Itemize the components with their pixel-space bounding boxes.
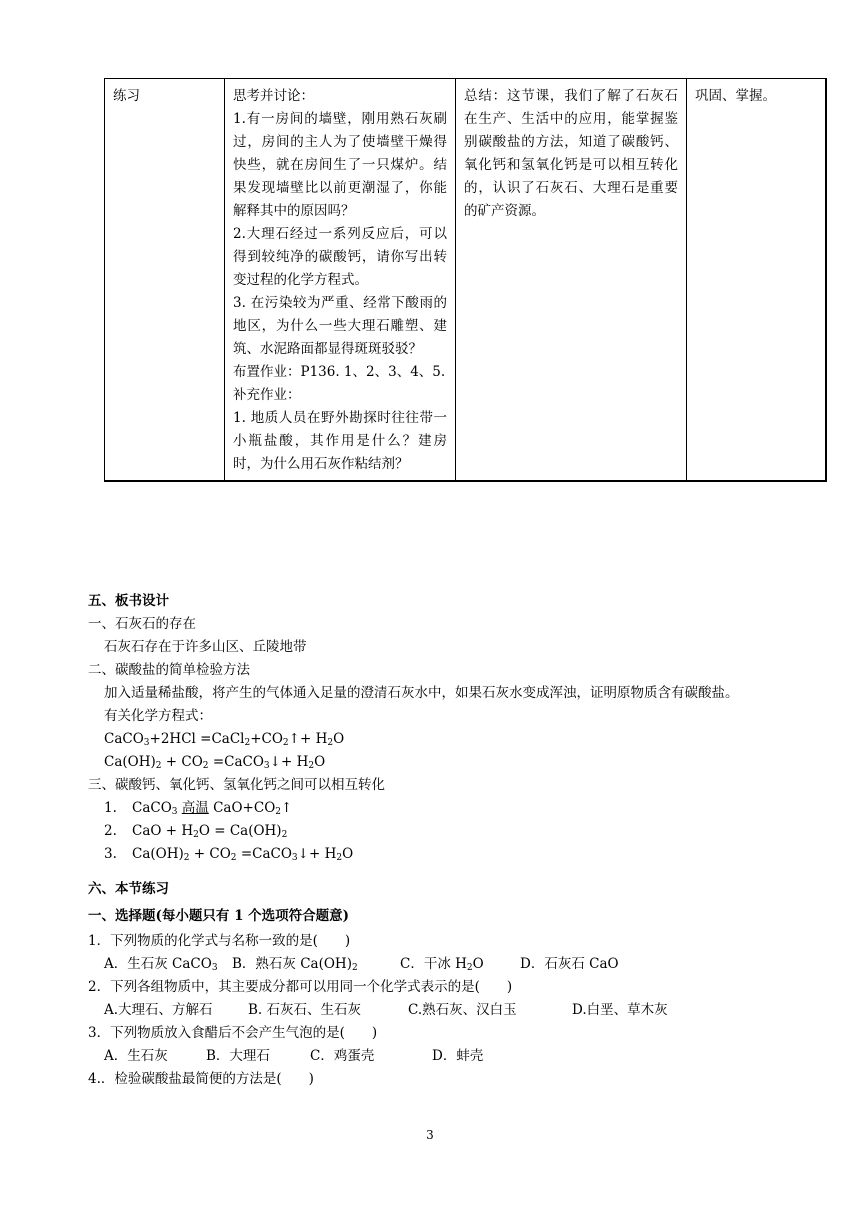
activity-cell	[225, 79, 456, 482]
question-group-heading: 一、选择题(每小题只有 1 个选项符合题意)	[88, 908, 350, 924]
option: B. 石灰石、生石灰	[248, 1002, 362, 1018]
question: 1．下列物质的化学式与名称一致的是( )	[88, 933, 351, 949]
purpose-cell: 巩固、掌握。	[687, 79, 827, 482]
activity-line: 补充作业：	[233, 387, 301, 403]
equation: CaO + $H_2O = Ca(OH)_2$	[132, 823, 288, 840]
option: A．生石灰 CaCO$_3$	[104, 956, 218, 973]
stage-cell: 练习	[105, 79, 225, 482]
summary-cell: 总结：这节课，我们了解了石灰石在生产、生活中的应用，能掌握鉴别碳酸盐的方法，知道了碳酸钙、氧化钙和氢氧化钙是可以相互转化的，认识了石灰石、大理石是重要的矿产资源。	[456, 79, 687, 482]
question-options	[88, 999, 778, 1022]
activity-line: 3. 在污染较为严重、经常下酸雨的地区，为什么一些大理石雕塑、建筑、水泥路面都显得斑斑驳驳？	[233, 295, 447, 357]
equation-row	[88, 843, 778, 866]
board-text: 石灰石存在于许多山区、丘陵地带	[104, 639, 307, 655]
activity-line: 2.大理石经过一系列反应后，可以得到较纯净的碳酸钙，请你写出转变过程的化学方程式。	[233, 226, 447, 288]
question: 3．下列物质放入食醋后不会产生气泡的是( )	[88, 1025, 378, 1041]
question-options	[88, 1045, 778, 1068]
question: 4.．检验碳酸盐最简便的方法是( )	[88, 1071, 314, 1087]
option: C.熟石灰、汉白玉	[408, 1002, 517, 1018]
equation-row	[88, 797, 778, 820]
equation-number: 2.	[104, 823, 117, 839]
activity-line: 1. 地质人员在野外勘探时往往带一小瓶盐酸，其作用是什么？建房时，为什么用石灰作粘结剂？	[233, 410, 447, 472]
equation: CaCO$_3$+2HCl $=CaCl_2+CO_2↑+ H_2O$	[104, 731, 345, 748]
equation-number: 3.	[104, 846, 117, 862]
reaction-condition: 高温	[181, 800, 209, 816]
equation-row	[88, 820, 778, 843]
option: C．干冰 $H_2O$	[400, 956, 484, 973]
equation: CaCO$_3$ 高温 $CaO+CO_2↑$	[132, 800, 293, 817]
option: B．大理石	[206, 1048, 270, 1064]
option: A.大理石、方解石	[104, 1002, 213, 1018]
equation-number: 1.	[104, 800, 117, 816]
option: D．石灰石 CaO	[520, 956, 619, 972]
equation: $Ca(OH)_2 + CO_2$ =CaCO$_3$↓+ $H_2O$	[104, 754, 326, 771]
board-subtitle: 二、碳酸盐的简单检验方法	[88, 662, 250, 678]
section-heading: 五、板书设计	[88, 593, 169, 609]
option: D．蚌壳	[432, 1048, 484, 1064]
board-text: 加入适量稀盐酸，将产生的气体通入足量的澄清石灰水中，如果石灰水变成浑浊，证明原物质含有碳酸盐。	[104, 685, 739, 701]
question: 2．下列各组物质中，其主要成分都可以用同一个化学式表示的是( )	[88, 979, 513, 995]
question-options	[88, 953, 778, 976]
activity-line: 1.有一房间的墙壁，刚用熟石灰刷过，房间的主人为了使墙壁干燥得快些，就在房间生了一只煤炉。结果发现墙壁比以前更潮湿了，你能解释其中的原因吗？	[233, 111, 447, 219]
board-text: 有关化学方程式：	[104, 708, 212, 724]
equation: $Ca(OH)_2 + CO_2$ =CaCO$_3$↓+ $H_2O$	[132, 846, 354, 863]
page-number: 3	[426, 1128, 434, 1142]
table-row	[105, 79, 827, 482]
document-body	[88, 590, 778, 1091]
activity-line: 布置作业：P136. 1、2、3、4、5.	[233, 364, 446, 380]
option: B．熟石灰 $Ca(OH)_2$	[232, 956, 358, 973]
option: C．鸡蛋壳	[310, 1048, 375, 1064]
board-subtitle: 一、石灰石的存在	[88, 616, 196, 632]
lesson-table	[104, 78, 827, 482]
activity-line: 思考并讨论：	[233, 88, 314, 104]
board-subtitle: 三、碳酸钙、氧化钙、氢氧化钙之间可以相互转化	[88, 777, 385, 793]
option: A．生石灰	[104, 1048, 168, 1064]
option: D.白垩、草木灰	[572, 1002, 668, 1018]
section-heading: 六、本节练习	[88, 881, 169, 897]
